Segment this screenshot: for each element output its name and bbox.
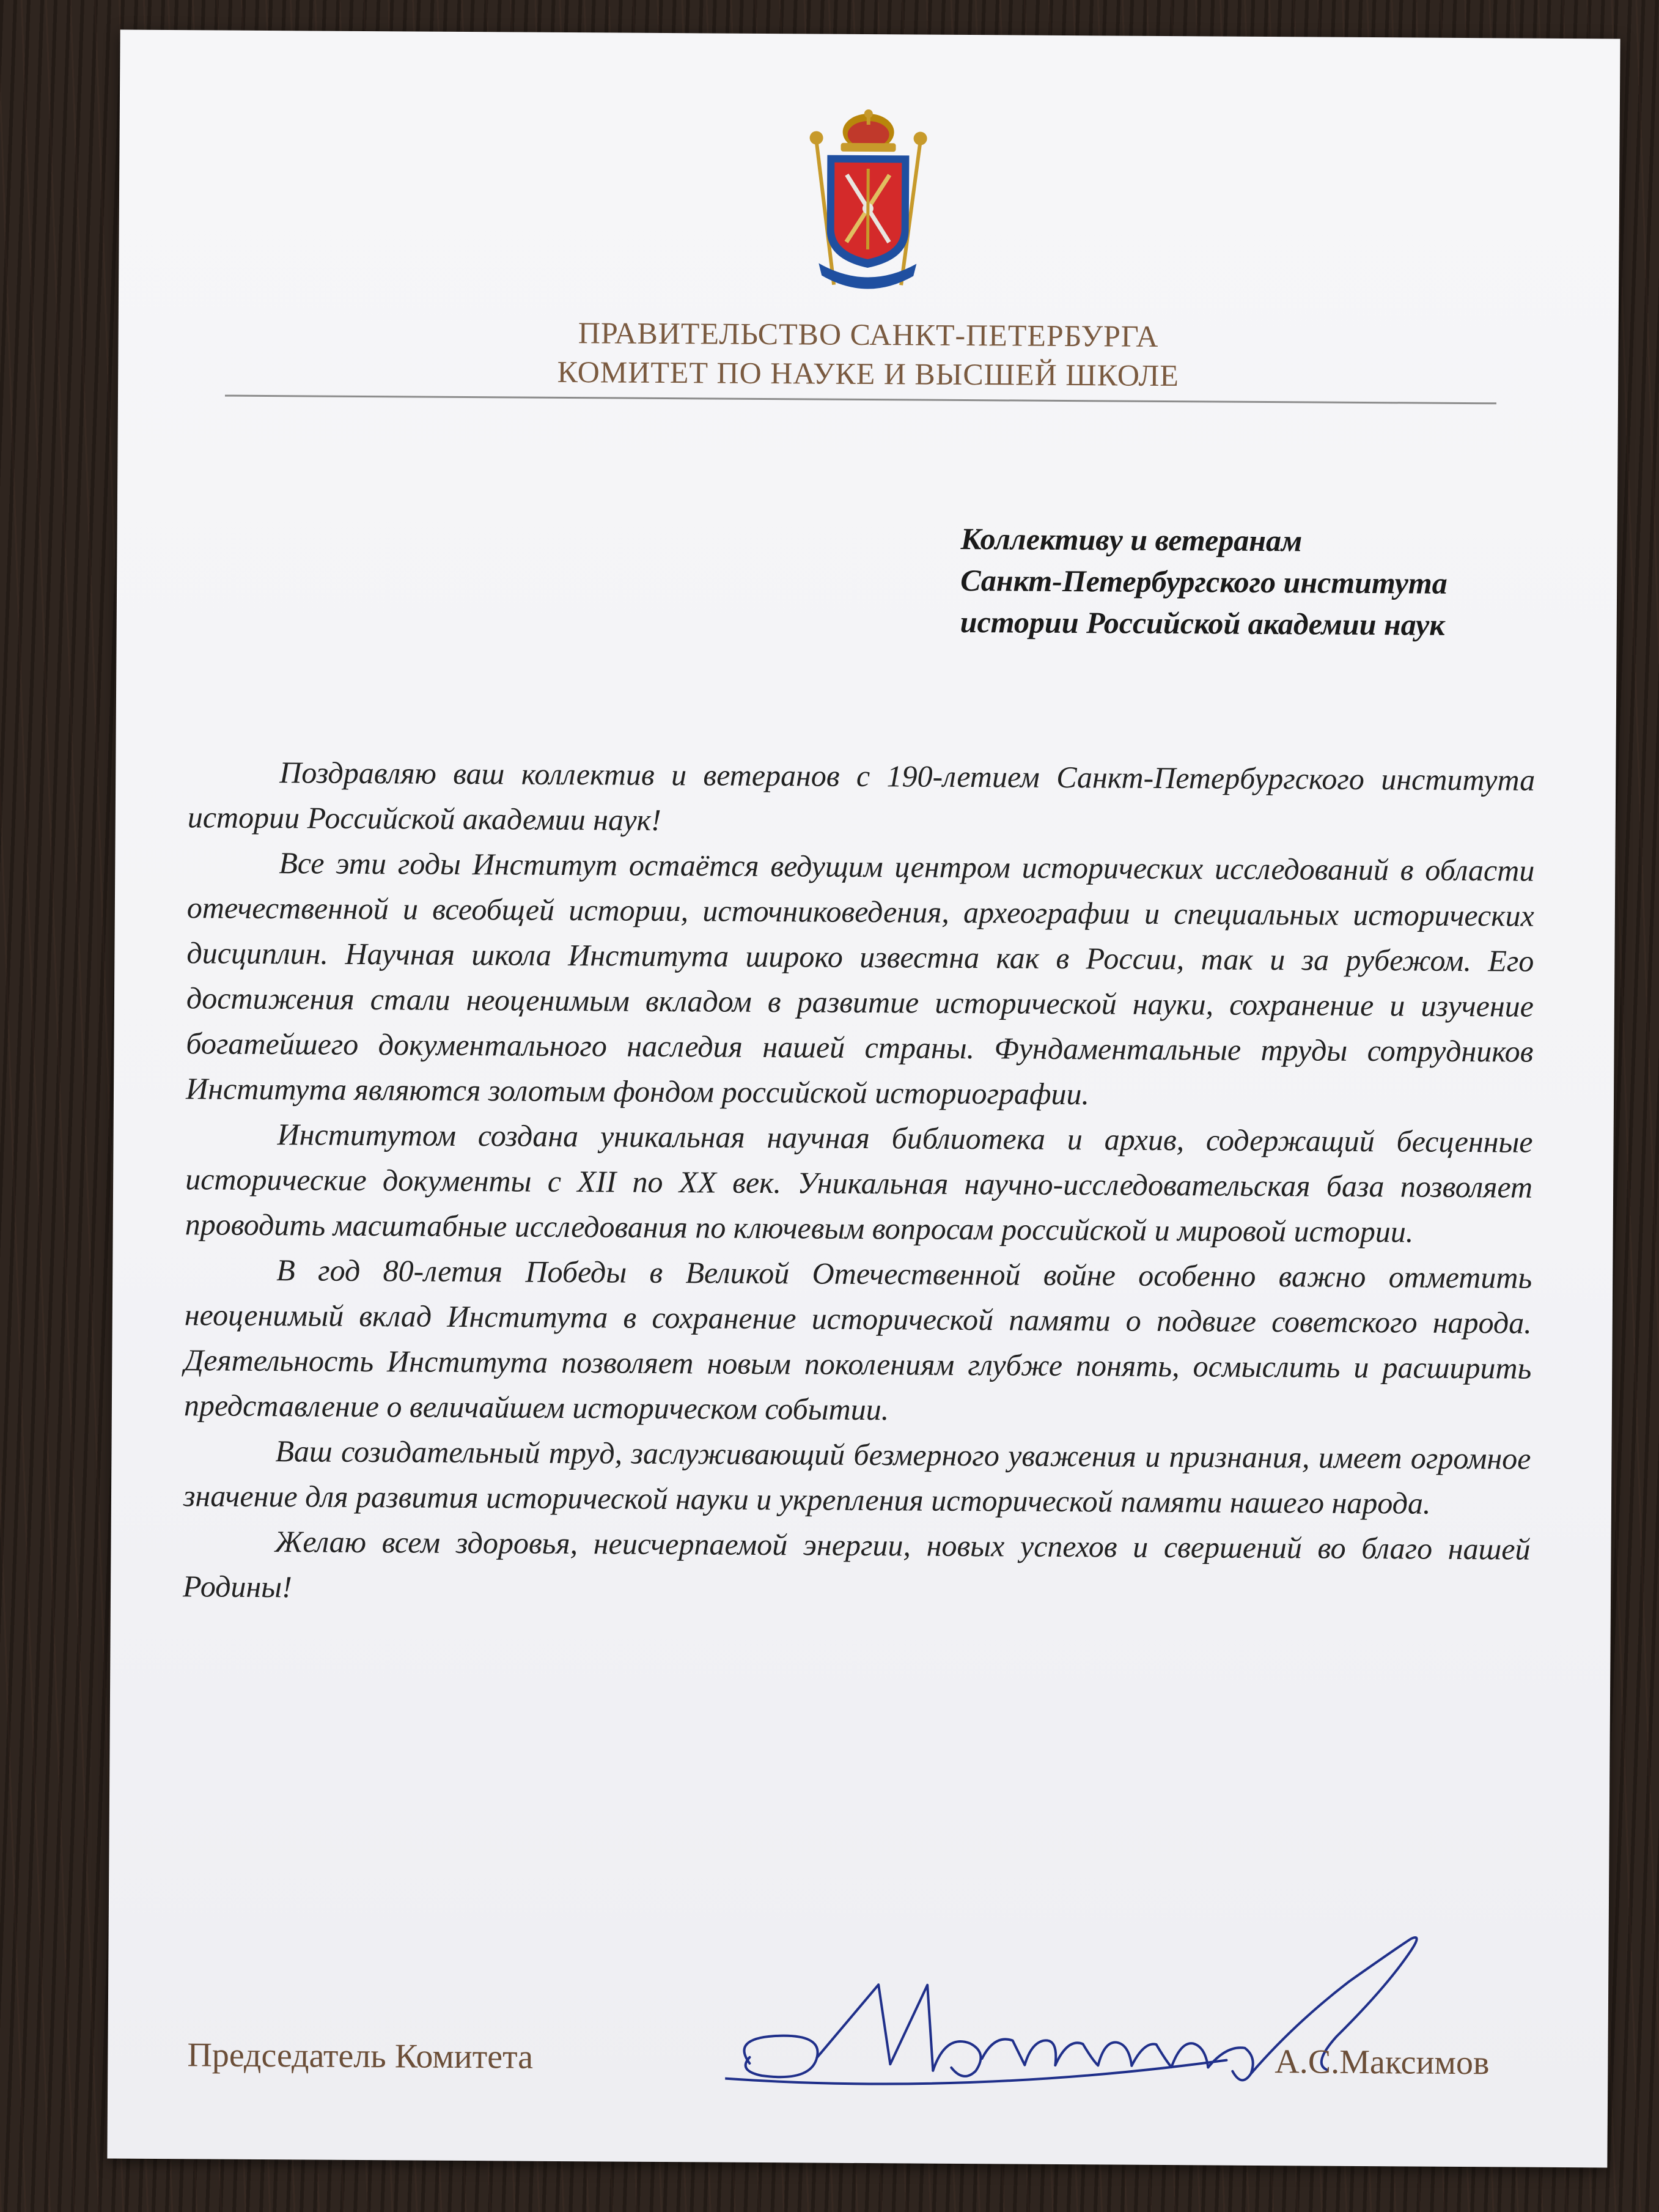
- body-paragraph: Желаю всем здоровья, неисчерпаемой энергии, новых успехов и свершений во благо нашей Родины!: [182, 1524, 1531, 1604]
- addressee-line: Коллективу и ветеранам: [960, 521, 1303, 558]
- body-paragraph: Ваш созидательный труд, заслуживающий безмерного уважения и признания, имеет огромное значение для развития исторической науки и укрепления исторической памяти нашего народа.: [183, 1434, 1531, 1521]
- addressee-block: [960, 518, 1597, 646]
- government-title: ПРАВИТЕЛЬСТВО САНКТ-ПЕТЕРБУРГА: [578, 315, 1159, 353]
- signature-block: [187, 2017, 1532, 2098]
- committee-title: КОМИТЕТ ПО НАУКЕ И ВЫСШЕЙ ШКОЛЕ: [557, 354, 1180, 393]
- body-paragraph: Поздравляю ваш коллектив и ветеранов с 190-летием Санкт-Петербургского института истории Российской академии наук!: [187, 755, 1536, 837]
- crown-icon: [841, 109, 896, 152]
- handwritten-signature: [725, 1911, 1447, 2117]
- signatory-title: Председатель Комитета: [187, 2036, 534, 2076]
- letter-body: [183, 749, 1536, 1617]
- addressee-line: Санкт-Петербургского института: [960, 562, 1447, 600]
- body-paragraph: Все эти годы Институт остаётся ведущим центром исторических исследований в области отечественной и всеобщей истории, источниковедения, археографии и специальных исторических дисциплин. Научная школа Института широко известна как в России, так и за рубежом. Его достижения стали неоценимым вкладом в развитие исторической науки, сохранение и изучение богатейшего документального наследия нашей страны. Фундаментальные труды сотрудников Института являются золотым фондом российской историографии.: [185, 846, 1535, 1112]
- body-paragraph: Институтом создана уникальная научная библиотека и архив, содержащий бесценные исторические документы с XII по XX век. Уникальная научно-исследовательская база позволяет проводить масштабные исследования по ключевым вопросам российской и мировой истории.: [185, 1117, 1533, 1249]
- signatory-name: А.С.Максимов: [1275, 2043, 1490, 2082]
- body-paragraph: В год 80-летия Победы в Великой Отечественной войне особенно важно отметить неоценимый вклад Института в сохранение исторической памяти о подвиге советского народа. Деятельность Института позволяет новым поколениям глубже понять, осмыслить и расширить представление о величайшем историческом событии.: [183, 1253, 1532, 1427]
- header-divider: [225, 395, 1496, 405]
- addressee-line: истории Российской академии наук: [960, 604, 1445, 642]
- letter-sheet: [107, 30, 1620, 2168]
- coat-of-arms-icon: [791, 107, 945, 304]
